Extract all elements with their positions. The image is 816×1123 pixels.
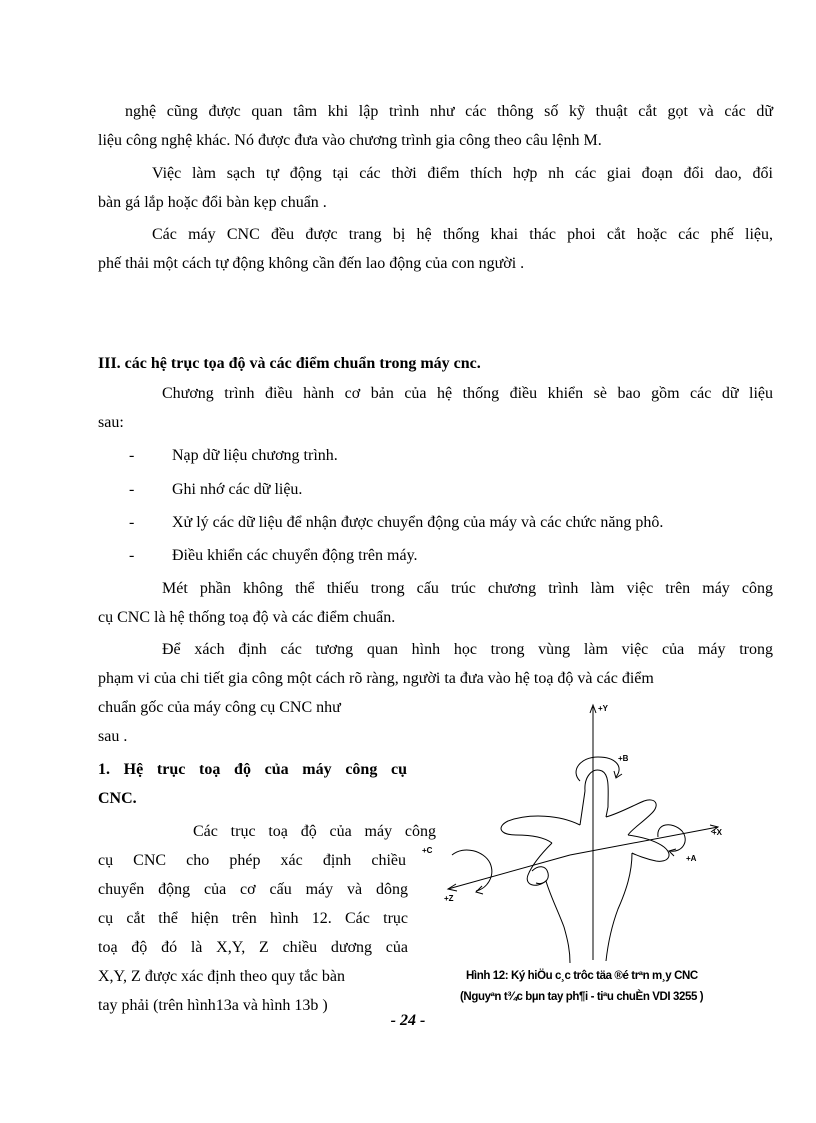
paragraph-line: cụ cắt thể hiện trên hình 12. Các trục: [98, 910, 408, 927]
section-heading: III. các hệ trục tọa độ và các điểm chuẩn trong máy cnc.: [98, 355, 481, 372]
axis-label: +B: [618, 754, 629, 763]
paragraph-line: cụ CNC là hệ thống toạ độ và các điểm chuẩn.: [98, 609, 396, 626]
bullet-marker: -: [129, 547, 135, 564]
paragraph-line: toạ độ đó là X,Y, Z chiều dương của: [98, 939, 408, 956]
paragraph-line: Các trục toạ độ của máy công: [193, 823, 436, 840]
paragraph-line: chuẩn gốc của máy công cụ CNC như: [98, 699, 341, 716]
paragraph-line: Để xách định các tương quan hình học trong vùng làm việc của máy trong: [162, 641, 773, 658]
axis-label: +Z: [444, 894, 454, 903]
axis-label: +C: [422, 846, 433, 855]
list-item: Điều khiển các chuyển động trên máy.: [172, 547, 418, 564]
right-hand-rule-figure: [420, 695, 760, 965]
bullet-marker: -: [129, 447, 135, 464]
figure-caption: (Nguyªn t¾c bµn tay ph¶i - tiªu chuÈn VDI 3255 ): [460, 991, 704, 1003]
paragraph-line: chuyển động của cơ cấu máy và dông: [98, 881, 408, 898]
list-item: Nạp dữ liệu chương trình.: [172, 447, 338, 464]
paragraph-line: sau:: [98, 414, 124, 431]
axis-label: +Y: [598, 704, 609, 713]
axis-label: +X: [712, 828, 723, 837]
sub-heading: 1. Hệ trục toạ độ của máy công cụ: [98, 761, 407, 778]
paragraph-line: Việc làm sạch tự động tại các thời điểm thích hợp nh các giai đoạn đổi dao, đổi: [152, 165, 773, 182]
bullet-marker: -: [129, 514, 135, 531]
paragraph-line: liệu công nghệ khác. Nó được đưa vào chương trình gia công theo câu lệnh M.: [98, 132, 602, 149]
list-item: Ghi nhớ các dữ liệu.: [172, 481, 303, 498]
paragraph-line: X,Y, Z được xác định theo quy tắc bàn: [98, 968, 345, 985]
paragraph-line: phế thải một cách tự động không cần đến lao động của con người .: [98, 255, 525, 272]
paragraph-line: Chương trình điều hành cơ bản của hệ thống điều khiển sè bao gồm các dữ liệu: [162, 385, 773, 402]
page-number: - 24 -: [390, 1012, 426, 1029]
paragraph-line: phạm vi của chi tiết gia công một cách rõ ràng, người ta đưa vào hệ toạ độ và các điểm: [98, 670, 654, 687]
paragraph-line: sau .: [98, 728, 128, 745]
sub-heading: CNC.: [98, 790, 137, 807]
paragraph-line: cụ CNC cho phép xác định chiều: [98, 852, 406, 869]
paragraph-line: tay phải (trên hình13a và hình 13b ): [98, 997, 328, 1014]
list-item: Xử lý các dữ liệu để nhận được chuyển động của máy và các chức năng phô.: [172, 514, 664, 531]
paragraph-line: nghệ cũng được quan tâm khi lập trình như các thông số kỹ thuật cắt gọt và các dữ: [125, 103, 773, 120]
paragraph-line: Các máy CNC đều được trang bị hệ thống khai thác phoi cắt hoặc các phế liệu,: [152, 226, 773, 243]
axis-label: +A: [686, 854, 697, 863]
bullet-marker: -: [129, 481, 135, 498]
paragraph-line: Mét phần không thể thiếu trong cấu trúc chương trình làm việc trên máy công: [162, 580, 773, 597]
figure-caption: Hình 12: Ký hiÖu c¸c trôc täa ®é trªn m¸y CNC: [466, 970, 698, 982]
paragraph-line: bàn gá lắp hoặc đổi bàn kẹp chuẩn .: [98, 194, 327, 211]
